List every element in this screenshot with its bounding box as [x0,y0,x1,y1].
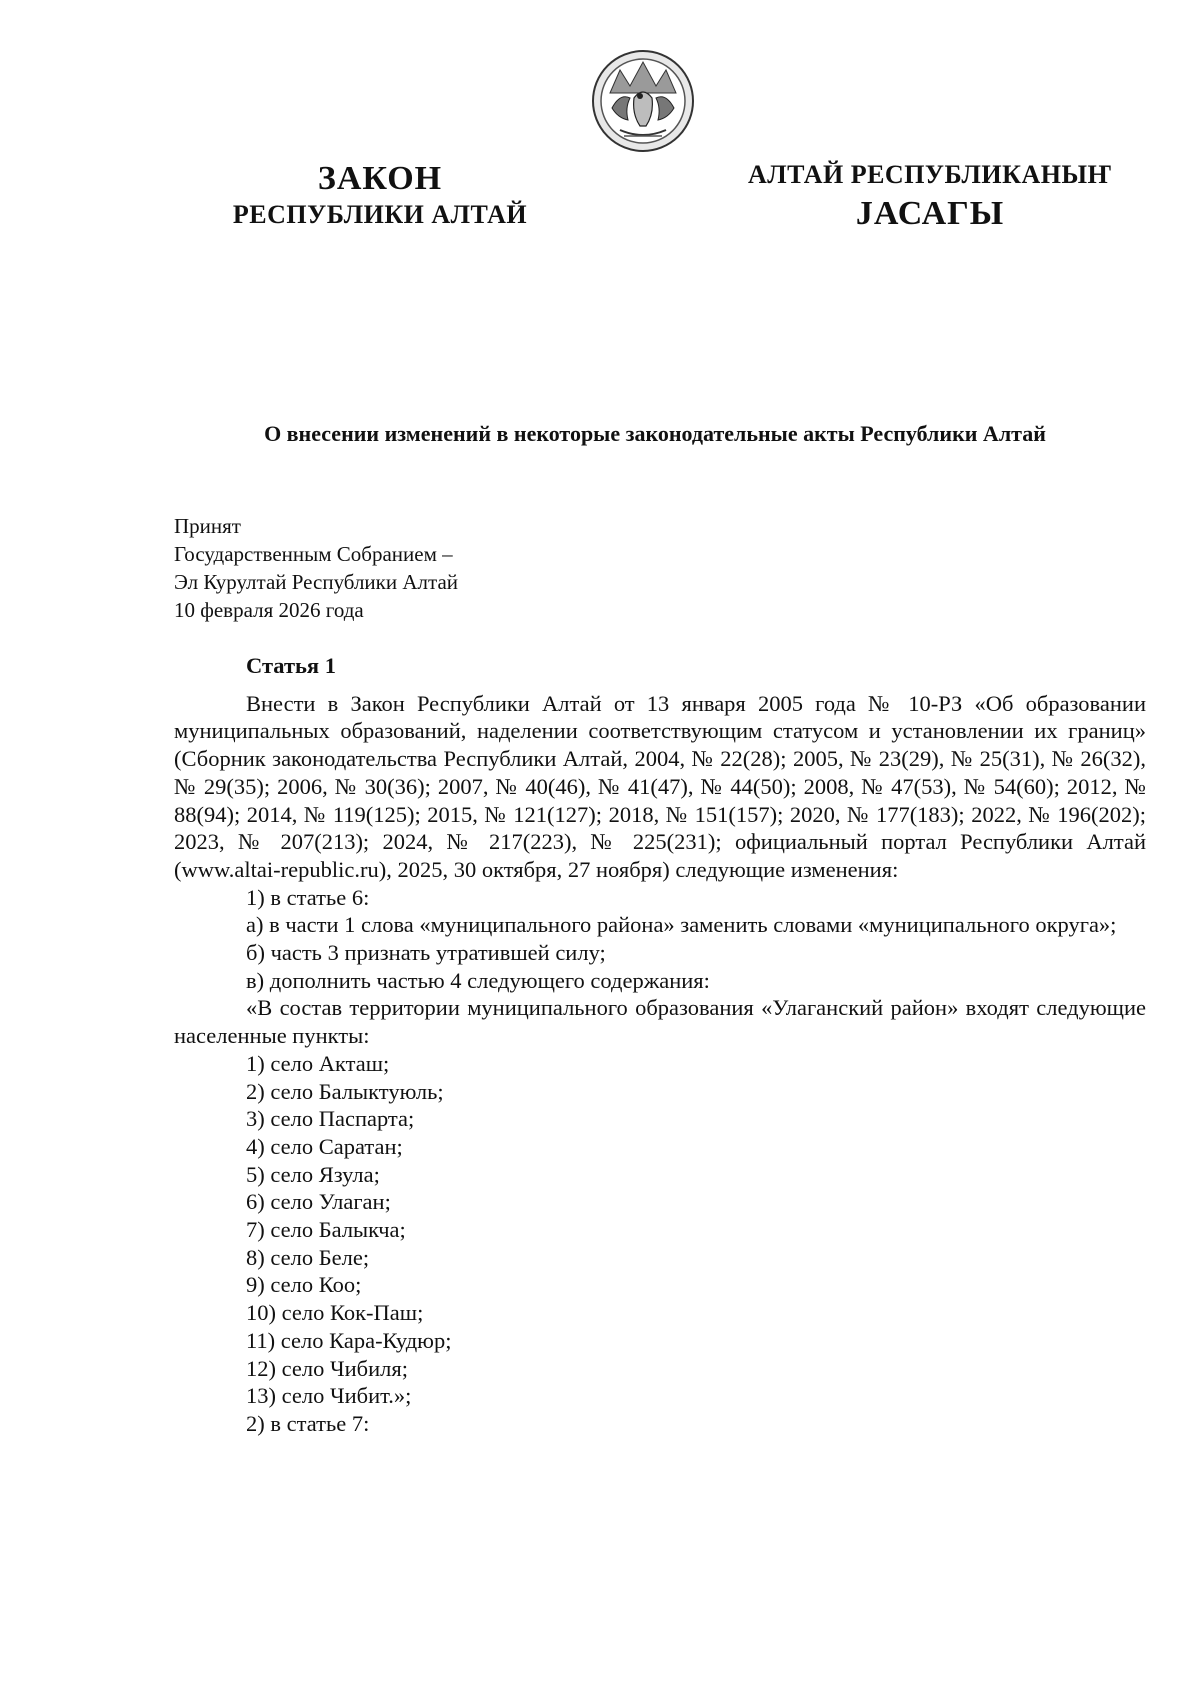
adopted-line: Принят [174,514,241,538]
settlement-item: 8) село Беле; [246,1244,370,1270]
adopted-line: Государственным Собранием – [174,542,453,566]
amendment-subitem: в) дополнить частью 4 следующего содержания: [246,967,710,993]
republic-name-alt: АЛТАЙ РЕСПУБЛИКАНЫҤ [748,160,1112,189]
adopted-line: Эл Курултай Республики Алтай [174,570,459,594]
article-heading: Статья 1 [246,653,336,678]
settlement-item: 2) село Балыктуюль; [246,1078,444,1104]
document-title: О внесении изменений в некоторые законодательные акты Республики Алтай [264,421,1046,446]
settlement-item: 3) село Паспарта; [246,1106,415,1132]
amendment-item: 1) в статье 6: [246,884,370,910]
settlement-item: 11) село Кара-Кудюр; [246,1327,452,1353]
law-heading-altai [720,155,1140,233]
settlement-list [174,1050,1146,1410]
settlement-item: 12) село Чибиля; [246,1355,408,1381]
amendment-subitem: б) часть 3 признать утратившей силу; [246,940,606,966]
settlement-item: 5) село Язула; [246,1161,380,1187]
law-heading-russian [215,160,545,232]
article-intro-paragraph: Внести в Закон Республики Алтай от 13 января 2005 года № 10-РЗ «Об образовании муниципальных образований, наделении соответствующим статусом и установлении их границ» (Сборник законодательства Республики Алтай, 2004, № 22(28); 2005, № 23(29), № 25(31), № 26(32), № 29(35); 2006, № 30(36); 2007, № 40(46), № 41(47), № 44(50); 2008, № 47(53), № 54(60); 2012, № 88(94); 2014, № 119(125); 2015, № 121(127); 2018, № 151(157); 2020, № 177(183); 2022, № 196(202); 2023, № 207(213); 2024, № 217(223), № 225(231); официальный портал Республики Алтай (www.altai-republic.ru), 2025, 30 октября, 27 ноября) следующие изменения: [174,690,1146,882]
article-1 [174,652,1146,1438]
republic-name-ru: РЕСПУБЛИКИ АЛТАЙ [232,200,528,229]
coat-of-arms-icon [590,48,696,154]
settlement-item: 4) село Саратан; [246,1133,403,1159]
settlement-item: 6) село Улаган; [246,1189,391,1215]
adoption-block [174,512,458,624]
settlement-item: 9) село Коо; [246,1272,362,1298]
settlement-item: 13) село Чибит.»; [246,1383,412,1409]
settlement-item: 7) село Балыкча; [246,1217,406,1243]
law-title-alt: JАСАГЫ [855,195,1005,232]
coat-of-arms-emblem [590,48,696,154]
adoption-date: 10 февраля 2026 года [174,598,364,622]
amendment-subitem: а) в части 1 слова «муниципального района» заменить словами «муниципального округа»; [246,912,1117,938]
amendment-item: 2) в статье 7: [246,1410,370,1436]
settlement-item: 1) село Акташ; [246,1050,390,1076]
quoted-paragraph: «В состав территории муниципального образования «Улаганский район» входят следующие населенные пункты: [174,995,1146,1049]
law-title-ru: ЗАКОН [317,160,443,197]
settlement-item: 10) село Кок-Паш; [246,1300,424,1326]
